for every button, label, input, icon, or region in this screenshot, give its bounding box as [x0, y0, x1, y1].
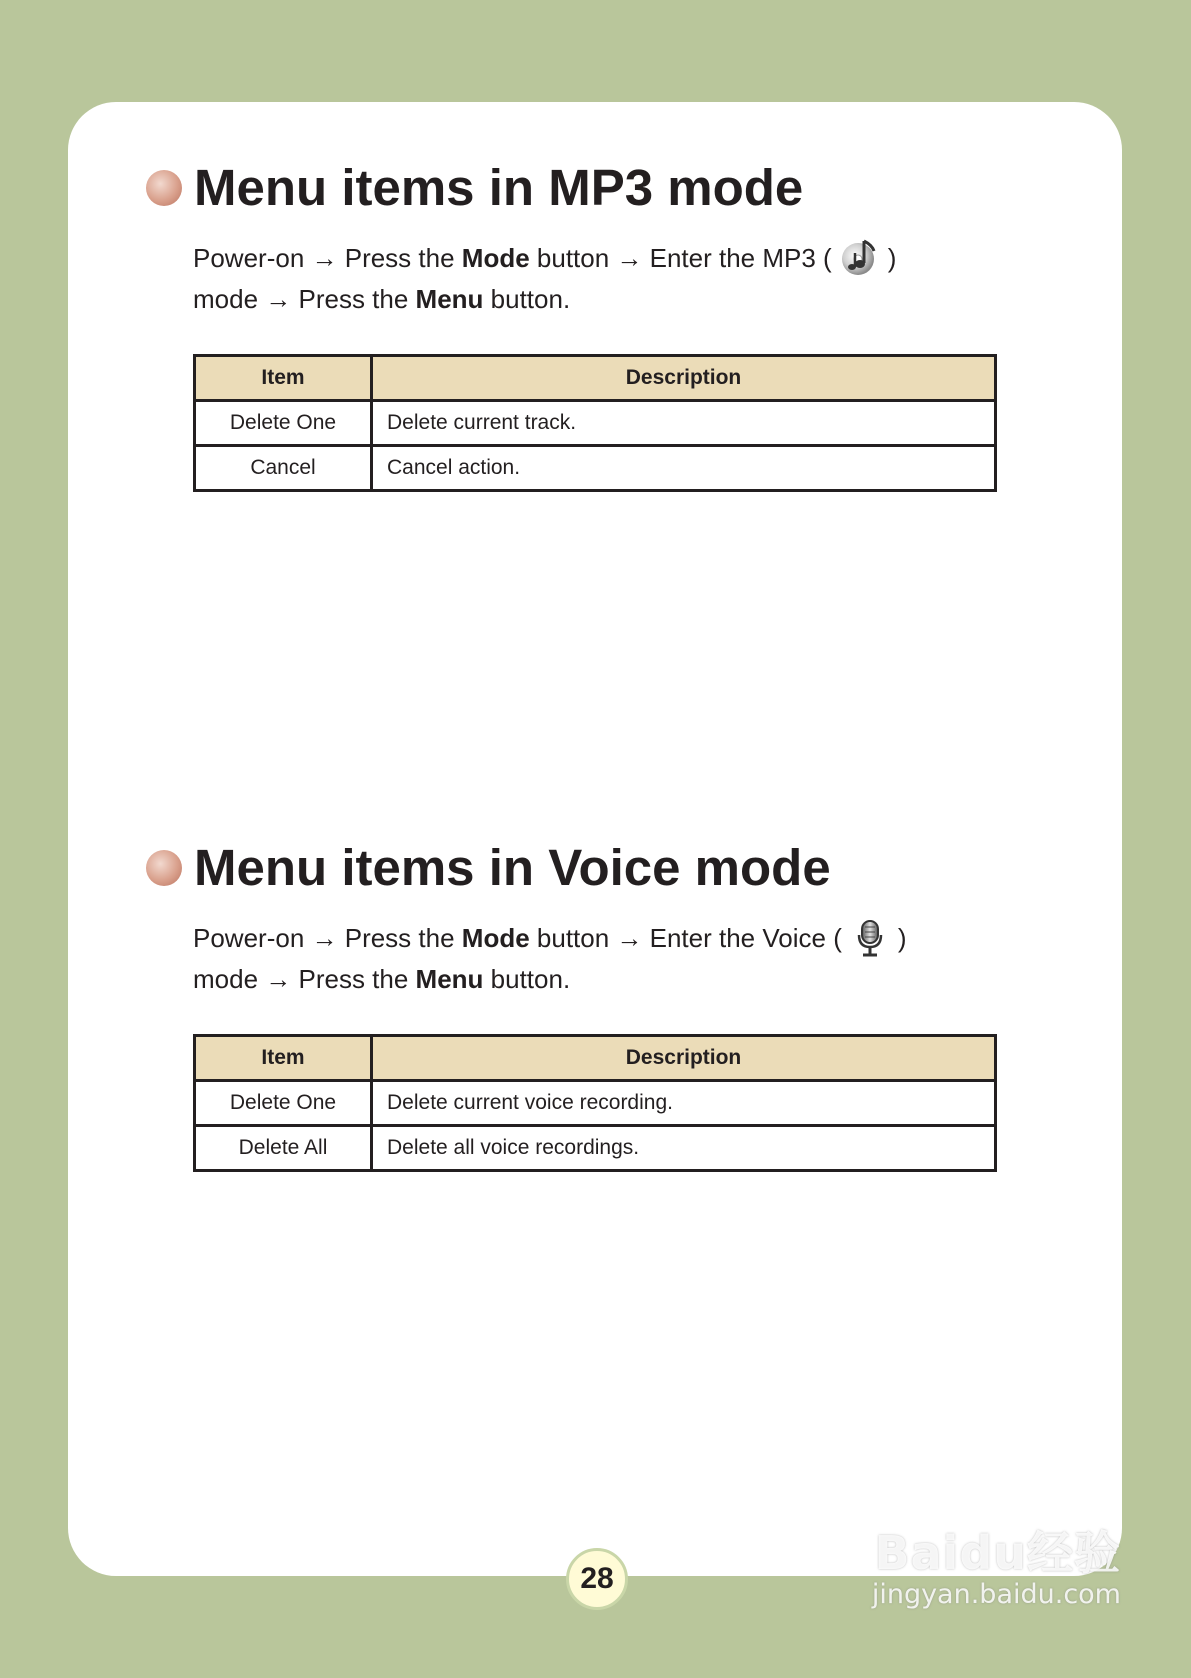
row-item: Delete All [195, 1126, 372, 1171]
row-description: Delete current voice recording. [372, 1081, 996, 1126]
mode-button-ref: Mode [461, 242, 530, 273]
path-line-2: mode → Press the Menu button. [193, 284, 571, 314]
path-line-1: Power-on → Press the Mode button → Enter the Voice ( ) [193, 918, 993, 962]
table-row [195, 1081, 996, 1126]
header-description: Description [372, 1036, 996, 1081]
header-item: Item [195, 1036, 372, 1081]
table-header-row [195, 1036, 996, 1081]
menu-items-table [193, 1034, 997, 1172]
bullet-dot [146, 850, 182, 886]
row-item: Delete One [195, 1081, 372, 1126]
navigation-path [193, 918, 993, 996]
menu-button-ref: Menu [415, 964, 484, 994]
header-description: Description [372, 356, 996, 401]
page-number: 28 [566, 1548, 628, 1610]
row-description: Delete current track. [372, 401, 996, 446]
section-title: Menu items in MP3 mode [194, 159, 804, 216]
path-line-1: Power-on → Press the Mode button → Enter the MP3 ( ) [193, 238, 993, 282]
music-note-icon [838, 235, 882, 279]
bullet-dot [146, 170, 182, 206]
row-description: Delete all voice recordings. [372, 1126, 996, 1171]
row-item: Cancel [195, 446, 372, 491]
section-mp3-mode [68, 156, 1122, 479]
table-row [195, 401, 996, 446]
section-title: Menu items in Voice mode [194, 839, 831, 896]
row-item: Delete One [195, 401, 372, 446]
microphone-icon [848, 915, 892, 959]
section-voice-mode [68, 836, 1122, 1159]
section-heading [68, 156, 1122, 220]
path-line-2: mode → Press the Menu button. [193, 964, 571, 994]
table-header-row [195, 356, 996, 401]
section-heading [68, 836, 1122, 900]
menu-button-ref: Menu [415, 284, 484, 314]
header-item: Item [195, 356, 372, 401]
row-description: Cancel action. [372, 446, 996, 491]
navigation-path [193, 238, 993, 316]
table-row [195, 446, 996, 491]
watermark [872, 1528, 1121, 1612]
watermark-url: jingyan.baidu.com [871, 1579, 1121, 1610]
watermark-brand: Baidu经验 [874, 1526, 1121, 1580]
mode-button-ref: Mode [461, 922, 530, 953]
menu-items-table [193, 354, 997, 492]
table-row [195, 1126, 996, 1171]
